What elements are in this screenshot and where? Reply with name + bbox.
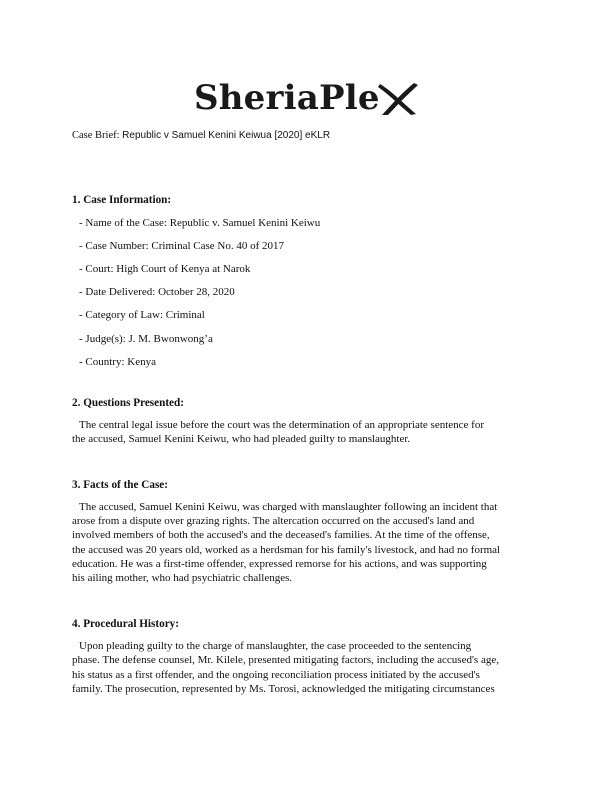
para-line: The central legal issue before the court was the determination of an appropriate sentence for (79, 418, 484, 431)
para-line: the accused, Samuel Kenini Keiwu, who had pleaded guilty to manslaughter. (72, 432, 411, 445)
case-info-country: - Country: Kenya (79, 355, 156, 368)
procedural-paragraph (72, 639, 542, 696)
para-line: arose from a dispute over grazing rights. The altercation occurred on the accused's land and (72, 515, 475, 528)
case-info-category: - Category of Law: Criminal (79, 309, 205, 322)
section-heading: 4. Procedural History: (72, 618, 179, 631)
para-line: phase. The defense counsel, Mr. Kilele, presented mitigating factors, including the accused's age, (72, 654, 499, 667)
case-info-date: - Date Delivered: October 28, 2020 (79, 286, 235, 299)
case-info-list (72, 216, 542, 369)
case-info-number: - Case Number: Criminal Case No. 40 of 2017 (79, 240, 284, 253)
case-info-judges: - Judge(s): J. M. Bwonwong’a (79, 332, 213, 345)
para-line: his ailing mother, who had psychiatric challenges. (72, 572, 293, 585)
case-brief-title (72, 130, 330, 141)
section-facts (72, 478, 542, 585)
section-heading: 2. Questions Presented: (72, 396, 184, 409)
questions-paragraph (72, 418, 542, 446)
case-info-name: - Name of the Case: Republic v. Samuel Kenini Keiwu (79, 217, 321, 230)
para-line: The accused, Samuel Kenini Keiwu, was charged with manslaughter following an incident that (79, 501, 498, 514)
sheriaplex-logo (194, 74, 418, 122)
logo-wordmark: SheriaPle (194, 78, 380, 118)
facts-paragraph (72, 500, 542, 585)
para-line: the accused was 20 years old, worked as a herdsman for his family's livestock, and had no formal (72, 543, 501, 556)
section-procedural-history (72, 617, 542, 696)
section-heading: 3. Facts of the Case: (72, 479, 169, 492)
section-case-information (72, 193, 542, 369)
para-line: family. The prosecution, represented by Ms. Torosi, acknowledged the mitigating circumstances (72, 682, 495, 695)
section-heading: 1. Case Information: (72, 194, 172, 206)
para-line: involved members of both the accused's and the deceased's families. At the time of the offense, (72, 529, 490, 542)
para-line: his status as a first offender, and the ongoing reconciliation process initiated by the accused's (72, 668, 480, 681)
brief-title-prefix: Case Brief: (72, 130, 123, 141)
para-line: Upon pleading guilty to the charge of manslaughter, the case proceeded to the sentencing (79, 640, 472, 653)
case-info-court: - Court: High Court of Kenya at Narok (79, 263, 251, 276)
x-swoosh-icon (378, 82, 418, 116)
section-questions-presented (72, 396, 542, 446)
brief-title-case: Republic v Samuel Kenini Keiwua [2020] eKLR (122, 130, 331, 141)
brief-content (72, 193, 542, 696)
para-line: education. He was a first-time offender, expressed remorse for his actions, and was supporting (72, 557, 487, 570)
